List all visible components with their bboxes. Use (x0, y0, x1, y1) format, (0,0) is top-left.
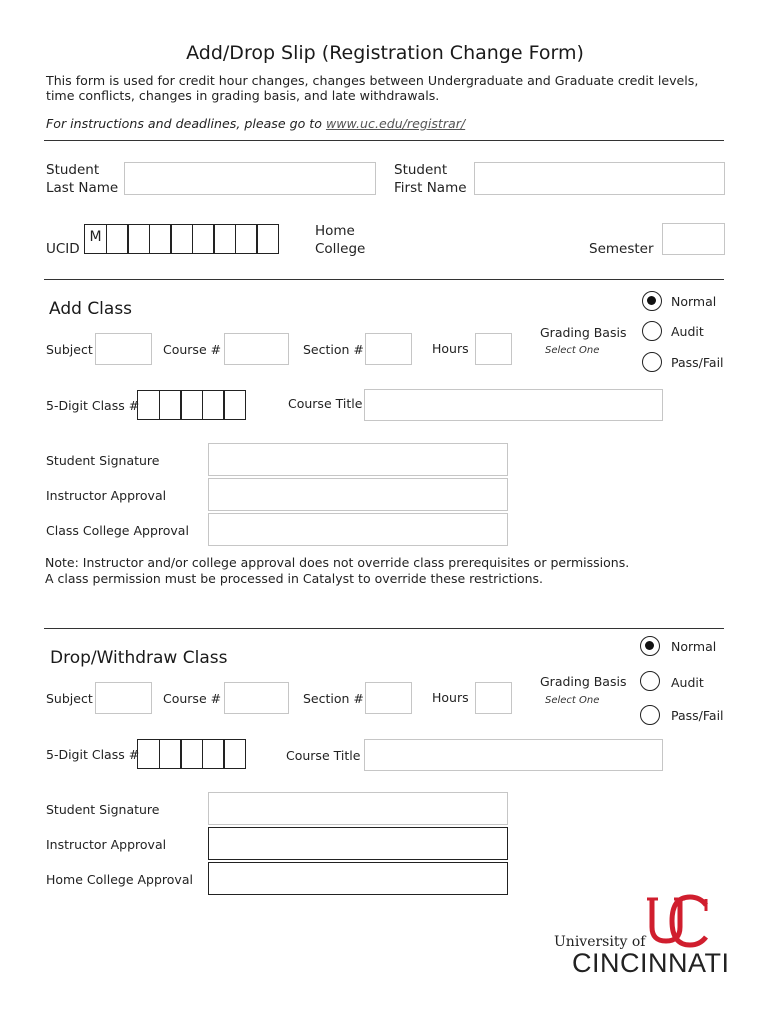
drop-instructor-approval-label: Instructor Approval (46, 837, 167, 852)
drop-grading-audit-radio[interactable] (640, 671, 660, 691)
add-select-one-hint: Select One (545, 345, 600, 356)
add-subject-label: Subject (46, 342, 93, 357)
drop-grading-normal-radio[interactable] (640, 636, 660, 656)
last-name-input[interactable] (124, 162, 376, 195)
ucid-digit[interactable] (256, 224, 279, 254)
add-grading-basis-label: Grading Basis (540, 325, 627, 340)
logo-university-of: University of (554, 934, 646, 950)
semester-label: Semester (589, 241, 654, 257)
drop-hours-input[interactable] (475, 682, 512, 714)
drop-grading-audit-label: Audit (671, 675, 704, 690)
intro-line-2: time conflicts, changes in grading basis, and late withdrawals. (46, 88, 440, 103)
add-college-approval-input[interactable] (208, 513, 508, 546)
add-section-label: Section # (303, 342, 364, 357)
add-college-approval-label: Class College Approval (46, 523, 189, 538)
home-college-label: Home College (315, 223, 366, 257)
add-instructor-approval-input[interactable] (208, 478, 508, 511)
class-num-digit[interactable] (202, 390, 225, 420)
first-name-input[interactable] (474, 162, 725, 195)
ucid-digit[interactable] (192, 224, 215, 254)
add-grading-audit-radio[interactable] (642, 321, 662, 341)
class-num-digit[interactable] (223, 390, 246, 420)
drop-grading-basis-label: Grading Basis (540, 674, 627, 689)
ucid-label: UCID (46, 241, 80, 257)
add-subject-input[interactable] (95, 333, 152, 365)
ucid-digit[interactable] (127, 224, 150, 254)
add-grading-audit-label: Audit (671, 324, 704, 339)
add-course-title-label: Course Title (288, 396, 363, 411)
drop-instructor-approval-input[interactable] (208, 827, 508, 860)
drop-class-num-input[interactable] (137, 739, 246, 769)
add-instructor-approval-label: Instructor Approval (46, 488, 167, 503)
drop-hours-label: Hours (432, 690, 469, 705)
drop-student-signature-input[interactable] (208, 792, 508, 825)
drop-college-approval-input[interactable] (208, 862, 508, 895)
add-hours-input[interactable] (475, 333, 512, 365)
drop-class-num-label: 5-Digit Class # (46, 747, 140, 762)
class-num-digit[interactable] (180, 390, 203, 420)
add-course-title-input[interactable] (364, 389, 663, 421)
first-name-label: Student First Name (394, 162, 467, 196)
drop-class-title: Drop/Withdraw Class (50, 648, 228, 668)
intro-line-1: This form is used for credit hour changes, changes between Undergraduate and Graduate credit levels, (46, 73, 699, 88)
drop-course-label: Course # (163, 691, 222, 706)
ucid-digit[interactable] (149, 224, 172, 254)
drop-course-title-label: Course Title (286, 748, 361, 763)
drop-select-one-hint: Select One (545, 695, 600, 706)
ucid-digit[interactable] (213, 224, 236, 254)
approval-note: Note: Instructor and/or college approval does not override class prerequisites or permissions. A class permission must be processed in Catalyst to override these restrictions. (45, 555, 630, 586)
add-grading-passfail-label: Pass/Fail (671, 355, 724, 370)
drop-college-approval-label: Home College Approval (46, 872, 193, 887)
intro-text (46, 73, 746, 103)
drop-grading-passfail-radio[interactable] (640, 705, 660, 725)
uc-monogram-icon (646, 893, 712, 949)
student-divider (44, 279, 724, 280)
drop-section-label: Section # (303, 691, 364, 706)
add-section-input[interactable] (365, 333, 412, 365)
add-hours-label: Hours (432, 341, 469, 356)
logo-cincinnati: CINCINNATI (572, 948, 730, 978)
drop-course-title-input[interactable] (364, 739, 663, 771)
registrar-link[interactable]: www.uc.edu/registrar/ (325, 116, 466, 131)
ucid-prefix: M (84, 224, 107, 254)
ucid-digit[interactable] (235, 224, 258, 254)
drop-course-input[interactable] (224, 682, 289, 714)
class-num-digit[interactable] (137, 739, 160, 769)
drop-grading-normal-label: Normal (671, 639, 717, 654)
header-divider (44, 140, 724, 141)
class-num-digit[interactable] (137, 390, 160, 420)
ucid-input[interactable] (84, 224, 279, 254)
drop-grading-passfail-label: Pass/Fail (671, 708, 724, 723)
class-num-digit[interactable] (180, 739, 203, 769)
add-class-num-input[interactable] (137, 390, 246, 420)
uc-logo-mark (646, 893, 712, 949)
semester-input[interactable] (662, 223, 725, 255)
add-course-input[interactable] (224, 333, 289, 365)
drop-subject-label: Subject (46, 691, 93, 706)
class-num-digit[interactable] (159, 390, 182, 420)
drop-subject-input[interactable] (95, 682, 152, 714)
instructions-text (46, 116, 465, 131)
instructions-prefix: For instructions and deadlines, please go to (46, 116, 326, 131)
class-num-digit[interactable] (159, 739, 182, 769)
add-class-num-label: 5-Digit Class # (46, 398, 140, 413)
add-class-title: Add Class (49, 299, 133, 319)
add-section-divider (44, 628, 724, 629)
add-grading-passfail-radio[interactable] (642, 352, 662, 372)
class-num-digit[interactable] (223, 739, 246, 769)
add-grading-normal-radio[interactable] (642, 291, 662, 311)
add-course-label: Course # (163, 342, 222, 357)
drop-student-signature-label: Student Signature (46, 802, 160, 817)
add-grading-normal-label: Normal (671, 294, 717, 309)
class-num-digit[interactable] (202, 739, 225, 769)
add-student-signature-label: Student Signature (46, 453, 160, 468)
last-name-label: Student Last Name (46, 162, 119, 196)
ucid-digit[interactable] (170, 224, 193, 254)
add-student-signature-input[interactable] (208, 443, 508, 476)
ucid-digit[interactable] (106, 224, 129, 254)
drop-section-input[interactable] (365, 682, 412, 714)
form-title: Add/Drop Slip (Registration Change Form) (186, 42, 584, 64)
